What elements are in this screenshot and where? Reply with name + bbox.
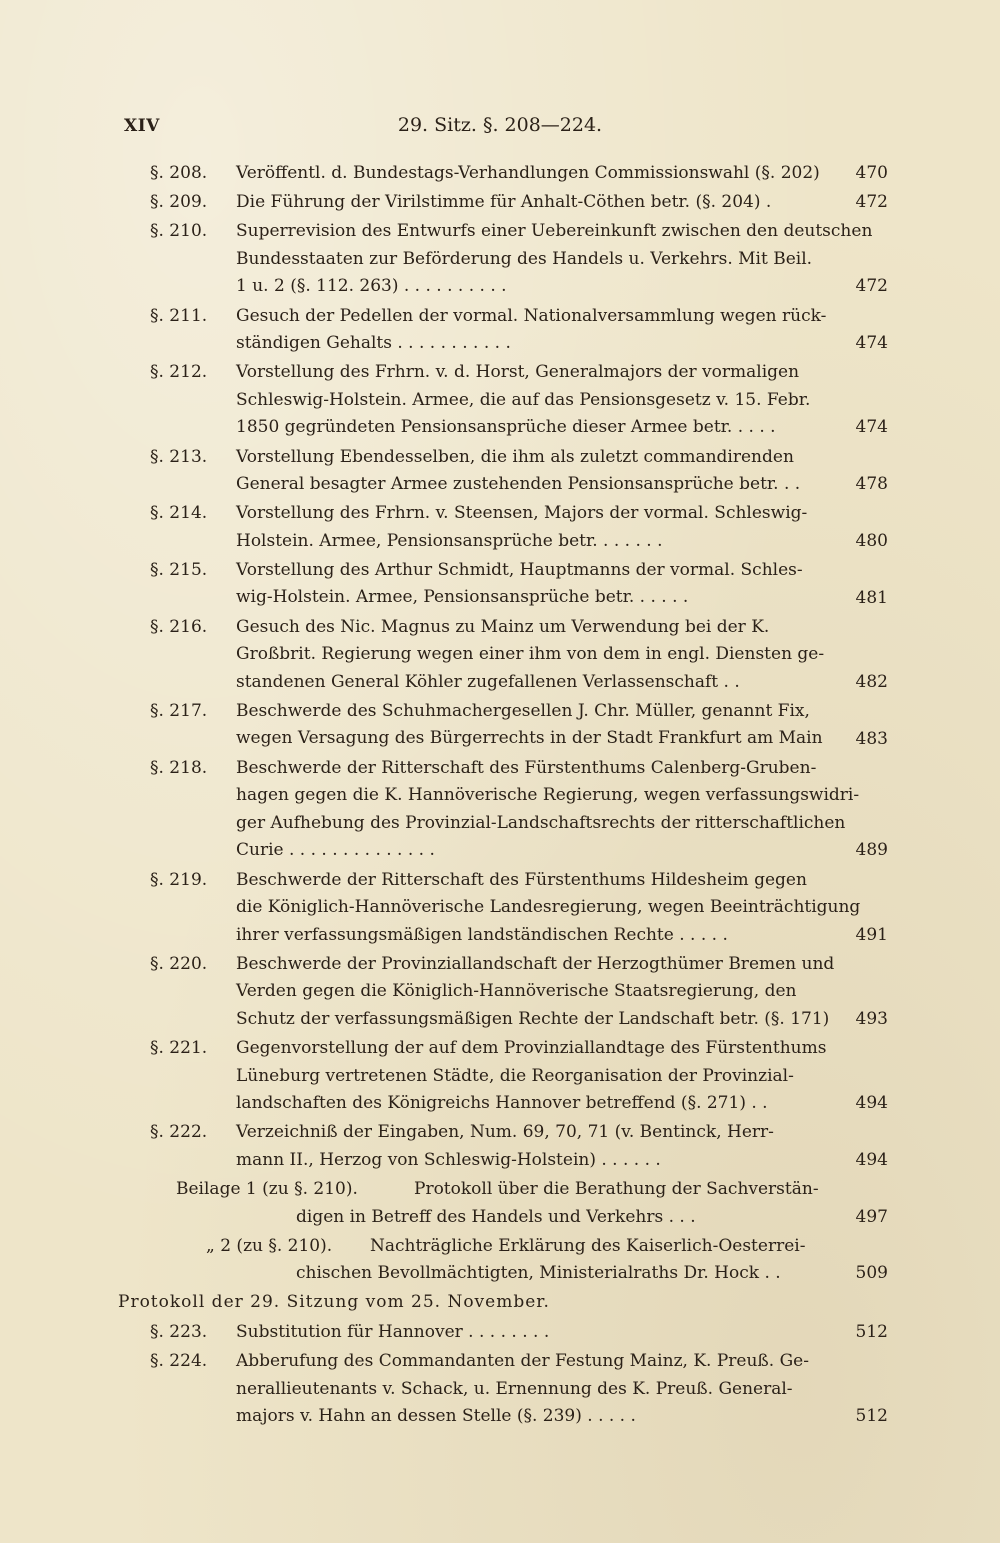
page-reference: 494 [855, 1093, 888, 1114]
page-reference: 481 [855, 587, 888, 608]
entry-text-line: Gesuch der Pedellen der vormal. Nationalversammlung wegen rück- [236, 305, 827, 326]
section-entry [150, 1319, 888, 1347]
page-reference: 478 [855, 474, 888, 495]
section-entry [150, 500, 888, 555]
page-reference: 474 [855, 417, 888, 438]
entry-text-line: wig-Holstein. Armee, Pensionsansprüche betr. . . . . . [236, 587, 689, 608]
section-number: §. 224. [150, 1351, 208, 1372]
section-number: §. 214. [150, 503, 208, 524]
section-number: §. 213. [150, 446, 208, 467]
entry-text-line: Gesuch des Nic. Magnus zu Mainz um Verwendung bei der K. [236, 616, 770, 637]
entry-text-line: ständigen Gehalts . . . . . . . . . . . [236, 333, 511, 354]
section-number: §. 215. [150, 559, 208, 580]
entry-text-line: Vorstellung Ebendesselben, die ihm als zuletzt commandirenden [236, 446, 794, 467]
page-reference: 489 [855, 840, 888, 861]
entry-text-line: Beschwerde der Ritterschaft des Fürstenthums Hildesheim gegen [236, 869, 807, 890]
section-entry [150, 951, 888, 1034]
page-reference: 497 [855, 1206, 888, 1227]
section-entry [150, 698, 888, 753]
entry-text-line: 1850 gegründeten Pensionsansprüche dieser Armee betr. . . . . [236, 417, 776, 438]
entry-text-line: Superrevision des Entwurfs einer Uebereinkunft zwischen den deutschen [236, 221, 873, 242]
entry-text-line: Verden gegen die Königlich-Hannöverische Staatsregierung, den [236, 981, 797, 1002]
entry-text-line: ihrer verfassungsmäßigen landständischen Rechte . . . . . [236, 924, 728, 945]
page-reference: 509 [855, 1263, 888, 1284]
running-title: 29. Sitz. §. 208—224. [397, 114, 603, 136]
page-reference: 491 [855, 924, 888, 945]
page-reference: 482 [855, 671, 888, 692]
entry-text-line: Gegenvorstellung der auf dem Provinziallandtage des Fürstenthums [236, 1038, 827, 1059]
entry-text-line: Die Führung der Virilstimme für Anhalt-Cöthen betr. (§. 204) . [236, 192, 772, 213]
section-entry [150, 755, 888, 865]
section-entry [150, 867, 888, 950]
section-number: §. 219. [150, 869, 208, 890]
entry-text-line: Vorstellung des Arthur Schmidt, Hauptmanns der vormal. Schles- [236, 559, 803, 580]
entry-text-line: 1 u. 2 (§. 112. 263) . . . . . . . . . . [236, 276, 507, 297]
entry-text-line: Beschwerde der Ritterschaft des Fürstenthums Calenberg-Gruben- [236, 757, 817, 778]
entry-text-line: Bundesstaaten zur Beförderung des Handels u. Verkehrs. Mit Beil. [236, 248, 813, 269]
section-entry [150, 614, 888, 697]
entry-text-line: die Königlich-Hannöverische Landesregierung, wegen Beeinträchtigung [236, 897, 861, 918]
page-reference: 470 [855, 163, 888, 184]
section-entry [150, 218, 888, 301]
entry-text-line: General besagter Armee zustehenden Pensionsansprüche betr. . . [236, 474, 801, 495]
entry-text-line: Nachträgliche Erklärung des Kaiserlich-Oesterrei- [370, 1235, 806, 1256]
section-entry [150, 1348, 888, 1431]
entry-text-line: Substitution für Hannover . . . . . . . . [236, 1322, 550, 1343]
section-number: §. 209. [150, 192, 208, 213]
beilage-label: Beilage 1 (zu §. 210). [176, 1179, 358, 1200]
page-reference: 512 [855, 1406, 888, 1427]
entry-text-line: standenen General Köhler zugefallenen Verlassenschaft . . [236, 671, 740, 692]
entry-text-line: Abberufung des Commandanten der Festung Mainz, K. Preuß. Ge- [236, 1351, 809, 1372]
entry-text-line: Curie . . . . . . . . . . . . . . [236, 840, 435, 861]
entry-text-line: Schutz der verfassungsmäßigen Rechte der Landschaft betr. (§. 171) [236, 1008, 830, 1029]
entry-text-line: Holstein. Armee, Pensionsansprüche betr. . . . . . . [236, 530, 663, 551]
entry-text-line: Protokoll über die Berathung der Sachverstän- [414, 1179, 819, 1200]
section-number: §. 220. [150, 953, 208, 974]
entry-text-line: hagen gegen die K. Hannöverische Regierung, wegen verfassungswidri- [236, 785, 860, 806]
section-entry [150, 303, 888, 358]
beilage-label: „ 2 (zu §. 210). [206, 1235, 333, 1256]
entry-text-line: digen in Betreff des Handels und Verkehrs . . . [296, 1206, 696, 1227]
entry-text-line: Beschwerde der Provinziallandschaft der Herzogthümer Bremen und [236, 953, 835, 974]
page-reference: 472 [855, 276, 888, 297]
page-header [0, 112, 1000, 142]
page-reference: 483 [855, 728, 888, 749]
section-entry [150, 1119, 888, 1174]
section-number: §. 210. [150, 221, 208, 242]
section-number: §. 218. [150, 757, 208, 778]
section-number: §. 221. [150, 1038, 208, 1059]
entry-text-line: ger Aufhebung des Provinzial-Landschaftsrechts der ritterschaftlichen [236, 812, 846, 833]
page-reference: 493 [855, 1009, 888, 1030]
section-entry [150, 359, 888, 442]
entry-text-line: Schleswig-Holstein. Armee, die auf das Pensionsgesetz v. 15. Febr. [236, 389, 811, 410]
section-number: §. 223. [150, 1322, 208, 1343]
entry-text-line: Beschwerde des Schuhmachergesellen J. Chr. Müller, genannt Fix, [236, 700, 810, 721]
page-reference: 494 [855, 1150, 888, 1171]
entry-text-line: chischen Bevollmächtigten, Ministerialraths Dr. Hock . . [296, 1263, 781, 1284]
section-entry [150, 557, 888, 612]
protocol-heading: Protokoll der 29. Sitzung vom 25. November. [118, 1291, 550, 1312]
section-number: §. 217. [150, 700, 208, 721]
entry-text-line: landschaften des Königreichs Hannover betreffend (§. 271) . . [236, 1093, 768, 1114]
section-number: §. 212. [150, 362, 208, 383]
page-reference: 472 [855, 192, 888, 213]
page-reference: 512 [855, 1322, 888, 1343]
section-entry [150, 189, 888, 217]
beilage-entry [206, 1233, 888, 1288]
entry-text-line: mann II., Herzog von Schleswig-Holstein) . . . . . . [236, 1149, 661, 1170]
section-number: §. 216. [150, 616, 208, 637]
entry-text-line: wegen Versagung des Bürgerrechts in der Stadt Frankfurt am Main [236, 728, 823, 749]
section-entry [150, 1035, 888, 1118]
entry-text-line: Veröffentl. d. Bundestags-Verhandlungen Commissionswahl (§. 202) [236, 163, 820, 183]
section-entry [150, 160, 888, 188]
page-reference: 480 [855, 530, 888, 551]
entry-text-line: majors v. Hahn an dessen Stelle (§. 239) . . . . . [236, 1406, 636, 1427]
section-number: §. 211. [150, 305, 208, 326]
section-entry [150, 444, 888, 499]
beilage-entry [176, 1176, 888, 1231]
section-number: §. 222. [150, 1122, 208, 1143]
section-number: §. 208. [150, 163, 208, 183]
page-number: XIV [124, 116, 160, 136]
entry-text-line: Vorstellung des Frhrn. v. Steensen, Majors der vormal. Schleswig- [236, 503, 808, 524]
entry-text-line: Verzeichniß der Eingaben, Num. 69, 70, 71 (v. Bentinck, Herr- [236, 1122, 774, 1143]
entry-text-line: Großbrit. Regierung wegen einer ihm von dem in engl. Diensten ge- [236, 644, 825, 665]
entry-text-line: nerallieutenants v. Schack, u. Ernennung des K. Preuß. General- [236, 1378, 793, 1399]
entry-text-line: Vorstellung des Frhrn. v. d. Horst, Generalmajors der vormaligen [236, 362, 800, 383]
page-reference: 474 [855, 333, 888, 354]
entry-text-line: Lüneburg vertretenen Städte, die Reorganisation der Provinzial- [236, 1065, 794, 1086]
